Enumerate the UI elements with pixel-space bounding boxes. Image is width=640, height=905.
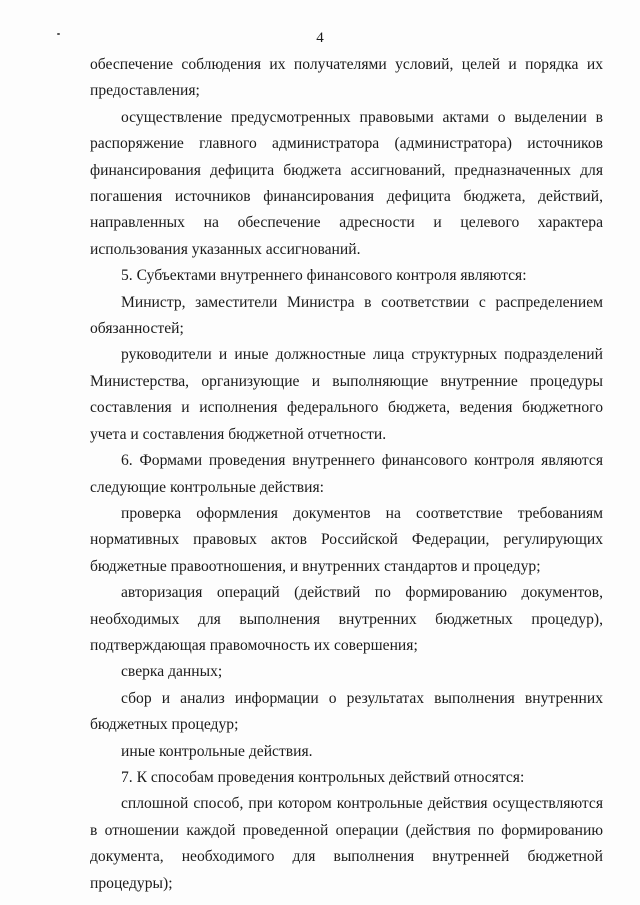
paragraph-11: иные контрольные действия. [121,742,313,760]
paragraph-4: Министр, заместители Министра в соответствии с распределением обязанностей; [90,293,603,338]
paragraph-13: сплошной способ, при котором контрольные действия осуществляются в отношении каждой проведенной операции (действия по формированию документа, необходимого для выполнения внутренней бюджетной процедуры); [90,795,603,892]
paragraph-1: обеспечение соблюдения их получателями условий, целей и порядка их предоставления; [90,56,603,100]
page-number: 4 [316,30,324,46]
paragraph-3: 5. Субъектами внутреннего финансового контроля являются: [121,267,527,285]
paragraph-8: авторизация операций (действий по формированию документов, необходимых для выполнения внутренних бюджетных процедур), подтверждающая правомочность их совершения; [90,584,603,654]
paragraph-12: 7. К способам проведения контрольных действий относятся: [121,768,525,786]
document-body [90,52,603,897]
paragraph-10: сбор и анализ информации о результатах выполнения внутренних бюджетных процедур; [90,689,603,734]
paragraph-7: проверка оформления документов на соответствие требованиям нормативных правовых актов Российской Федерации, регулирующих бюджетные правоотношения, и внутренних стандартов и процедур; [90,504,603,575]
paragraph-6: 6. Формами проведения внутреннего финансового контроля являются следующие контрольные действия: [90,452,603,496]
paragraph-9: сверка данных; [121,663,223,681]
paragraph-2: осуществление предусмотренных правовыми актами о выделении в распоряжение главного администратора (администратора) источников финансирования дефицита бюджета ассигнований, предназначенных для погашения источников финансирования дефицита бюджета, действий, направленных на обеспечение адресности и целевого характера использования указанных ассигнований. [90,108,603,258]
paragraph-5: руководители и иные должностные лица структурных подразделений Министерства, организующие и выполняющие внутренние процедуры составления и исполнения федерального бюджета, ведения бюджетного учета и составления бюджетной отчетности. [90,346,603,443]
